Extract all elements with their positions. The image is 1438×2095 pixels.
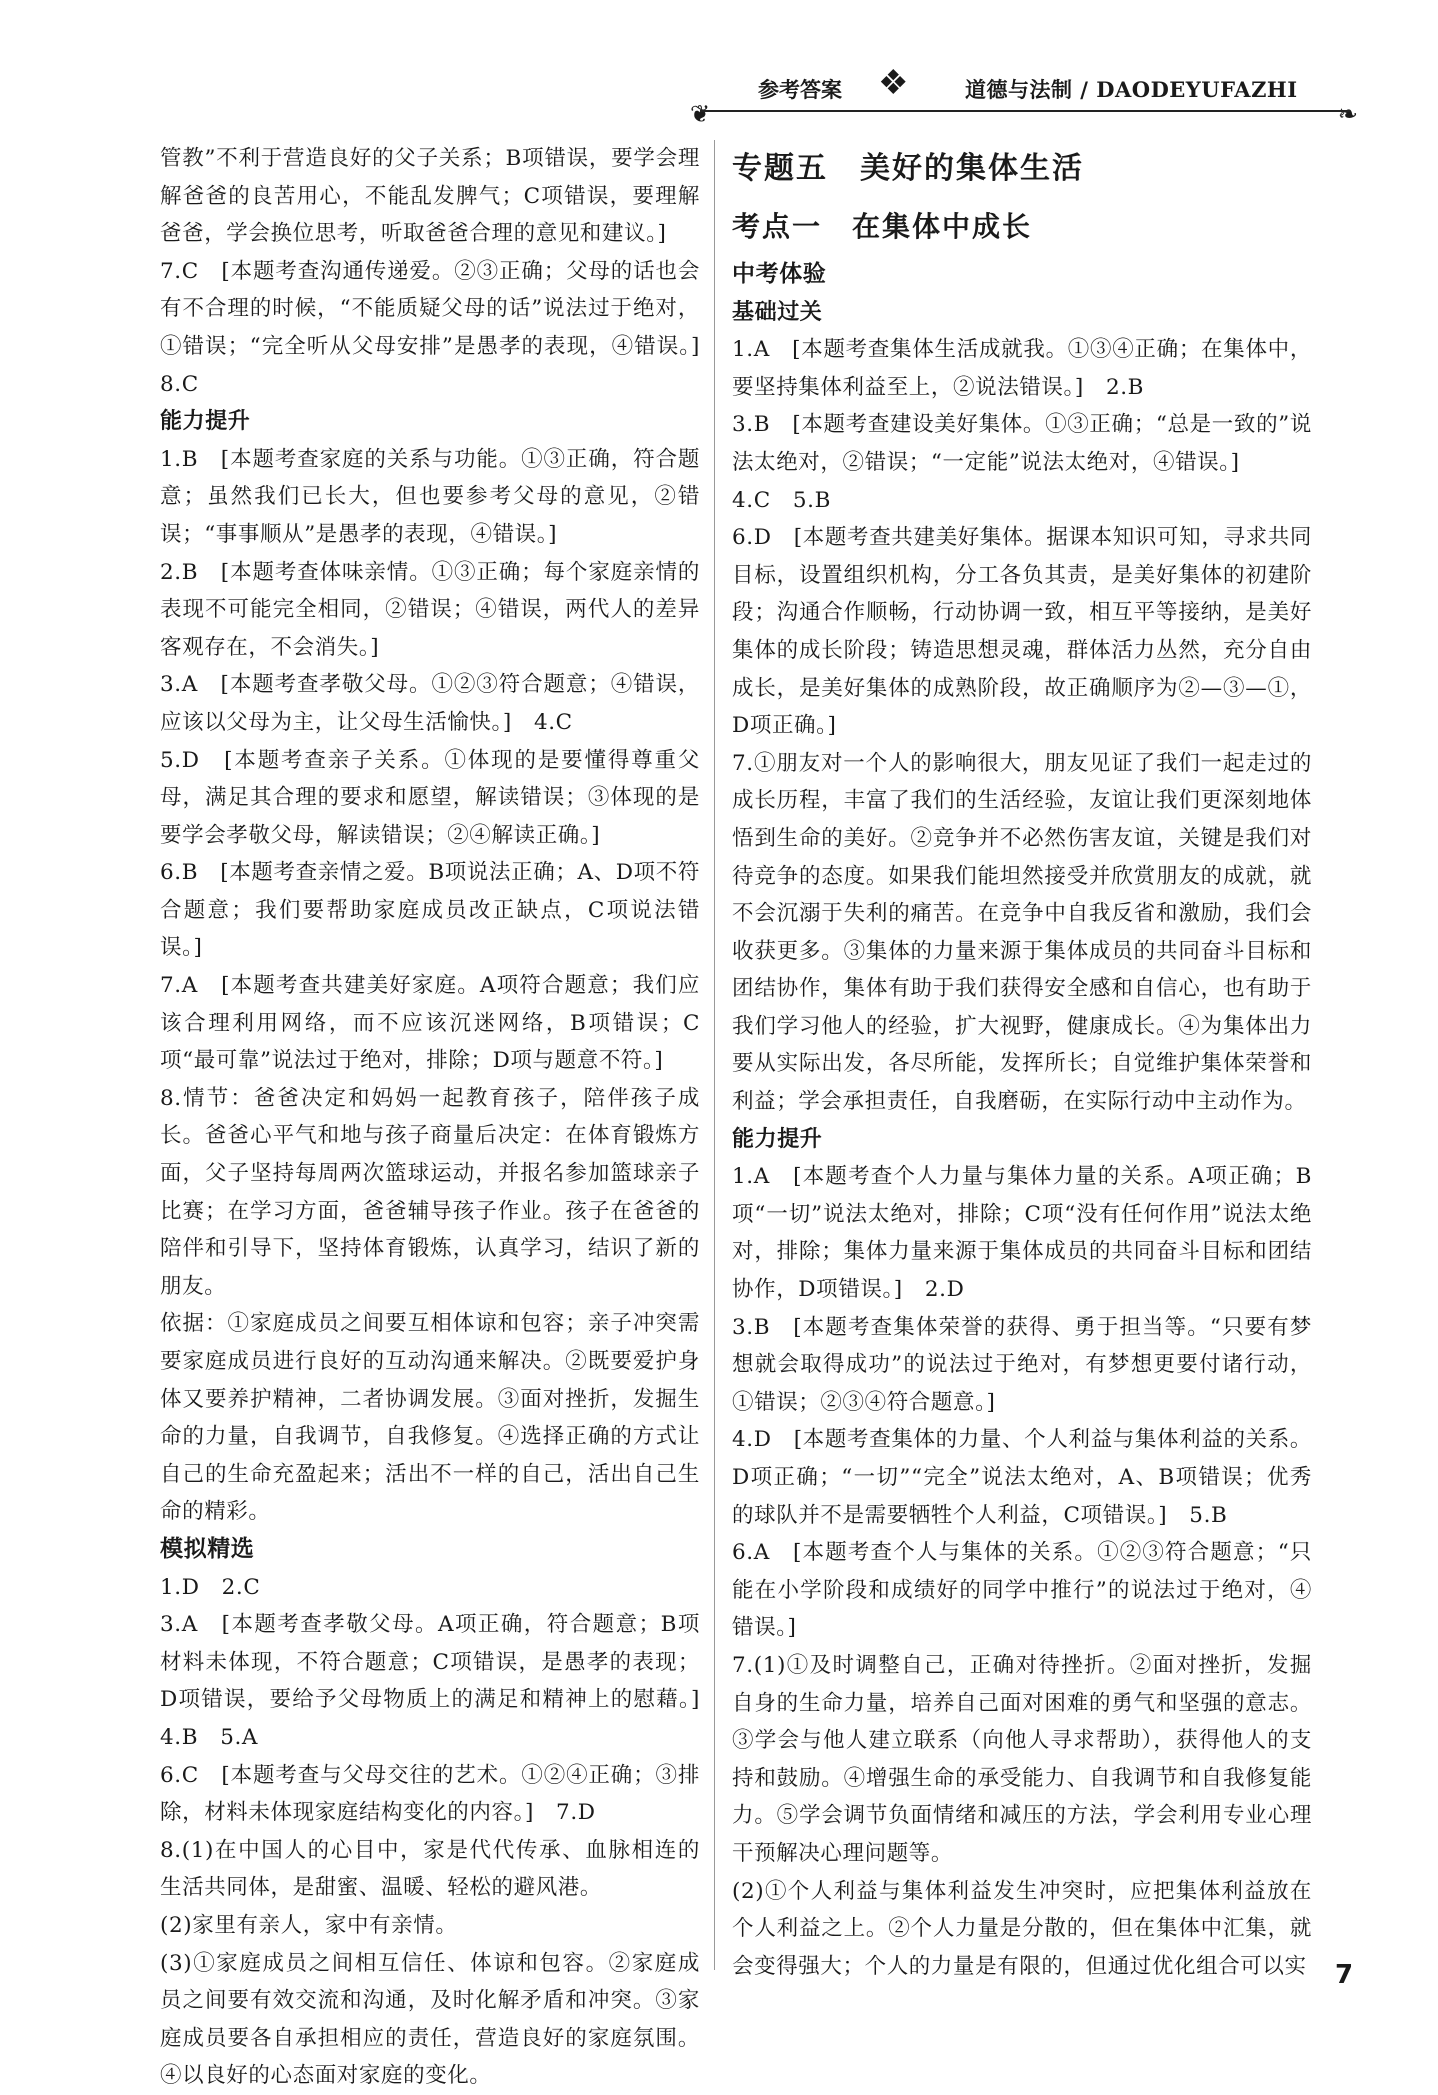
header-left-title: 参考答案 (758, 77, 842, 102)
answer-paragraph: 8.(1)在中国人的心目中，家是代代传承、血脉相连的生活共同体，是甜蜜、温暖、轻松的避风港。 (160, 1837, 700, 1901)
answer-paragraph: 7.C [本题考查沟通传递爱。②③正确；父母的话也会有不合理的时候，“不能质疑父母的话”说法过于绝对，①错误；“完全听从父母安排”是愚孝的表现，④错误。] 8.C (160, 258, 723, 397)
answer-paragraph: 1.A [本题考查个人力量与集体力量的关系。A项正确；B项“一切”说法太绝对，排除；C项“没有任何作用”说法太绝对，排除；集体力量来源于集体成员的共同奋斗目标和团结协作，D项错误。] 2.D (732, 1164, 1312, 1303)
answer-paragraph: 1.D 2.C (160, 1574, 261, 1600)
answer-paragraph: 3.B [本题考查建设美好集体。①③正确；“总是一致的”说法太绝对，②错误；“一定能”说法太绝对，④错误。] (732, 412, 1312, 475)
answer-paragraph: 3.A [本题考查孝敬父母。A项正确，符合题意；B项材料未体现，不符合题意；C项错误，是愚孝的表现；D项错误，要给予父母物质上的满足和精神上的慰藉。] 4.B 5.A (160, 1612, 723, 1750)
section-heading-ability: 能力提升 (732, 1126, 823, 1152)
section-heading-exam: 中考体验 (732, 261, 827, 287)
flourish-right-icon: ❧ (1337, 100, 1358, 128)
answer-paragraph: (2)家里有亲人，家中有亲情。 (160, 1912, 458, 1938)
answer-paragraph: (2)①个人利益与集体利益发生冲突时，应把集体利益放在个人利益之上。②个人力量是分散的，但在集体中汇集，就会变得强大；个人的力量是有限的，但通过优化组合可以实 (732, 1878, 1312, 1979)
answer-paragraph: 1.A [本题考查集体生活成就我。①③④正确；在集体中，要坚持集体利益至上，②说法错误。] 2.B (732, 337, 1312, 400)
header-right-title: 道德与法制 / DAODEYUFAZHI (965, 77, 1298, 102)
answer-paragraph: 6.B [本题考查亲情之爱。B项说法正确；A、D项不符合题意；我们要帮助家庭成员改正缺点，C项说法错误。] (160, 860, 700, 961)
answer-paragraph: 3.B [本题考查集体荣誉的获得、勇于担当等。“只要有梦想就会取得成功”的说法过于绝对，有梦想更要付诸行动，①错误；②③④符合题意。] (732, 1314, 1312, 1415)
page-number: 7 (1335, 1960, 1354, 1990)
answer-paragraph: 1.B [本题考查家庭的关系与功能。①③正确，符合题意；虽然我们已长大，但也要参考父母的意见，②错误；“事事顺从”是愚孝的表现，④错误。] (160, 446, 700, 547)
section-heading-simulation: 模拟精选 (160, 1535, 255, 1562)
answer-paragraph: 4.D [本题考查集体的力量、个人利益与集体利益的关系。D项正确；“一切”“完全”说法太绝对，A、B项错误；优秀的球队并不是需要牺牲个人利益，C项错误。] 5.B (732, 1427, 1312, 1528)
answer-paragraph: 3.A [本题考查孝敬父母。①②③符合题意；④错误，应该以父母为主，让父母生活愉快。] 4.C (160, 672, 700, 735)
answer-paragraph: 依据：①家庭成员之间要互相体谅和包容；亲子冲突需要家庭成员进行良好的互动沟通来解决。②既要爱护身体又要养护精神，二者协调发展。③面对挫折，发掘生命的力量，自我调节，自我修复。④选择正确的方式让自己的生命充盈起来；活出不一样的自己，活出自己生命的精彩。 (160, 1311, 700, 1525)
answer-paragraph: 7.(1)①及时调整自己，正确对待挫折。②面对挫折，发掘自身的生命力量，培养自己面对困难的勇气和坚强的意志。③学会与他人建立联系（向他人寻求帮助），获得他人的支持和鼓励。④增强生命的承受能力、自我调节和自我修复能力。⑤学会调节负面情绪和减压的方法，学会利用专业心理干预解决心理问题等。 (732, 1652, 1312, 1866)
flourish-left-icon: ❦ (690, 100, 711, 128)
header-rule (700, 110, 1350, 112)
answer-paragraph: 6.D [本题考查共建美好集体。据课本知识可知，寻求共同目标，设置组织机构，分工各负其责，是美好集体的初建阶段；沟通合作顺畅，行动协调一致，相互平等接纳，是美好集体的成长阶段；铸造思想灵魂，群体活力丛然，充分自由成长，是美好集体的成熟阶段，故正确顺序为②—③—①，D项正确。] (732, 525, 1312, 739)
diamond-ornament-icon: ❖ (878, 63, 909, 103)
section-heading-ability: 能力提升 (160, 409, 251, 435)
answer-paragraph: 5.D [本题考查亲子关系。①体现的是要懂得尊重父母，满足其合理的要求和愿望，解读错误；③体现的是要学会孝敬父母，解读错误；②④解读正确。] (160, 747, 700, 848)
left-column (160, 140, 723, 2095)
answer-paragraph: 8.情节：爸爸决定和妈妈一起教育孩子，陪伴孩子成长。爸爸心平气和地与孩子商量后决定：在体育锻炼方面，父子坚持每周两次篮球运动，并报名参加篮球亲子比赛；在学习方面，爸爸辅导孩子作业。孩子在爸爸的陪伴和引导下，坚持体育锻炼，认真学习，结识了新的朋友。 (160, 1085, 700, 1299)
answer-paragraph: 7.A [本题考查共建美好家庭。A项符合题意；我们应该合理利用网络，而不应该沉迷网络，B项错误；C项“最可靠”说法过于绝对，排除；D项与题意不符。] (160, 973, 700, 1074)
answer-paragraph: 6.A [本题考查个人与集体的关系。①②③符合题意；“只能在小学阶段和成绩好的同学中推行”的说法过于绝对，④错误。] (732, 1540, 1312, 1641)
answer-paragraph: (3)①家庭成员之间相互信任、体谅和包容。②家庭成员之间要有效交流和沟通，及时化解矛盾和冲突。③家庭成员要各自承担相应的责任，营造良好的家庭氛围。④以良好的心态面对家庭的变化。 (160, 1950, 700, 2089)
answer-paragraph: 4.C 5.B (732, 487, 831, 513)
section-heading-basic: 基础过关 (732, 299, 823, 325)
answer-paragraph: 2.B [本题考查体味亲情。①③正确；每个家庭亲情的表现不可能完全相同，②错误；④错误，两代人的差异客观存在，不会消失。] (160, 559, 700, 660)
answer-paragraph: 7.①朋友对一个人的影响很大，朋友见证了我们一起走过的成长历程，丰富了我们的生活经验，友谊让我们更深刻地体悟到生命的美好。②竞争并不必然伤害友谊，关键是我们对待竞争的态度。如果我们能坦然接受并欣赏朋友的成就，就不会沉溺于失利的痛苦。在竞争中自我反省和激励，我们会收获更多。③集体的力量来源于集体成员的共同奋斗目标和团结协作，集体有助于我们获得安全感和自信心，也有助于我们学习他人的经验，扩大视野，健康成长。④为集体出力要从实际出发，各尽所能，发挥所长；自觉维护集体荣誉和利益；学会承担责任，自我磨砺，在实际行动中主动作为。 (732, 750, 1312, 1115)
topic-title: 专题五 美好的集体生活 (732, 151, 1084, 186)
answer-paragraph: 6.C [本题考查与父母交往的艺术。①②④正确；③排除，材料未体现家庭结构变化的内容。] 7.D (160, 1762, 700, 1826)
page-header (690, 62, 1358, 132)
answer-paragraph: 管教”不利于营造良好的父子关系；B项错误，要学会理解爸爸的良苦用心，不能乱发脾气；C项错误，要理解爸爸，学会换位思考，听取爸爸合理的意见和建议。] (160, 146, 700, 247)
kaodian-title: 考点一 在集体中成长 (732, 210, 1033, 243)
right-column (732, 140, 1312, 1985)
